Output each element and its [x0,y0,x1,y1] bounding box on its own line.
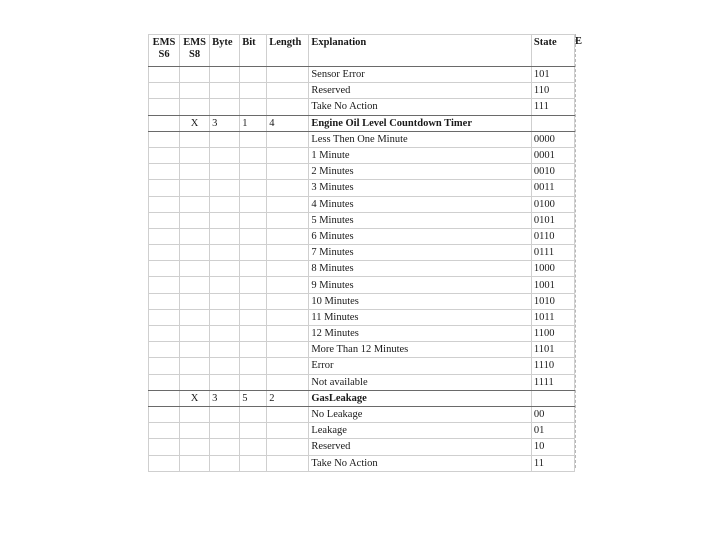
cell-ems-s8 [180,196,210,212]
cell-ems-s8 [180,374,210,390]
cell-state: 0011 [531,180,574,196]
cell-ems-s8 [180,83,210,99]
cell-ems-s6 [149,455,180,471]
cell-bit [240,196,267,212]
table-row [149,99,575,115]
cell-bit [240,245,267,261]
cell-explanation: GasLeakage [309,390,532,406]
cell-byte [210,147,240,163]
cell-ems-s6 [149,147,180,163]
cell-length [267,212,309,228]
cell-bit [240,358,267,374]
cell-ems-s6 [149,374,180,390]
cell-state: 1111 [531,374,574,390]
header-length: Length [267,35,309,67]
cell-byte [210,439,240,455]
cell-length [267,406,309,422]
cell-byte [210,83,240,99]
cell-ems-s6 [149,439,180,455]
cell-length [267,277,309,293]
cell-ems-s8 [180,423,210,439]
table-row [149,293,575,309]
cell-bit [240,293,267,309]
cell-explanation: 3 Minutes [309,180,532,196]
cell-explanation: 4 Minutes [309,196,532,212]
cell-length [267,99,309,115]
cell-state: 110 [531,83,574,99]
cell-bit [240,83,267,99]
cell-byte [210,99,240,115]
cell-state: 1011 [531,309,574,325]
cell-ems-s6 [149,99,180,115]
header-byte: Byte [210,35,240,67]
cell-explanation: 6 Minutes [309,228,532,244]
cell-ems-s8 [180,228,210,244]
table-row [149,423,575,439]
table-row [149,83,575,99]
cell-ems-s6 [149,261,180,277]
cell-explanation: 9 Minutes [309,277,532,293]
table-row [149,245,575,261]
cell-length [267,147,309,163]
cell-length [267,245,309,261]
cell-length [267,196,309,212]
cell-length [267,293,309,309]
cell-length [267,228,309,244]
cell-bit [240,131,267,147]
table-row [149,147,575,163]
cell-byte: 3 [210,390,240,406]
table-row [149,326,575,342]
cell-state: 0010 [531,164,574,180]
table-row [149,309,575,325]
cell-bit [240,439,267,455]
spec-table-container [148,34,575,472]
cell-ems-s8 [180,342,210,358]
cell-bit: 5 [240,390,267,406]
cell-ems-s6 [149,390,180,406]
cell-explanation: 8 Minutes [309,261,532,277]
cell-state: 0111 [531,245,574,261]
table-row [149,228,575,244]
table-row [149,212,575,228]
cell-ems-s6 [149,164,180,180]
cell-bit [240,277,267,293]
cell-ems-s6 [149,115,180,131]
cell-ems-s8 [180,309,210,325]
cell-byte [210,131,240,147]
cell-state: 0101 [531,212,574,228]
cell-length [267,131,309,147]
cell-byte [210,196,240,212]
cell-ems-s8 [180,406,210,422]
cell-byte [210,326,240,342]
cell-ems-s6 [149,309,180,325]
header-state: State [531,35,574,67]
cell-state: 1010 [531,293,574,309]
cell-bit [240,374,267,390]
cell-bit [240,228,267,244]
cell-state [531,115,574,131]
cell-bit [240,309,267,325]
cell-byte [210,342,240,358]
cell-ems-s6 [149,245,180,261]
cell-ems-s6 [149,228,180,244]
cell-byte [210,358,240,374]
cell-byte [210,374,240,390]
cell-ems-s8 [180,293,210,309]
cell-explanation: Reserved [309,83,532,99]
cell-bit [240,342,267,358]
section-row [149,390,575,406]
cell-ems-s6 [149,83,180,99]
table-row [149,180,575,196]
cut-off-column [575,34,589,468]
cell-explanation: Take No Action [309,99,532,115]
cell-bit [240,180,267,196]
cell-ems-s8 [180,245,210,261]
cell-ems-s6 [149,358,180,374]
table-row [149,358,575,374]
cell-length [267,439,309,455]
table-row [149,455,575,471]
cell-byte [210,212,240,228]
cell-ems-s6 [149,342,180,358]
header-cut-column: E [575,36,583,47]
cell-length: 2 [267,390,309,406]
cell-explanation: 10 Minutes [309,293,532,309]
cell-length: 4 [267,115,309,131]
cell-state: 0110 [531,228,574,244]
cell-byte [210,455,240,471]
table-row [149,67,575,83]
cell-bit [240,423,267,439]
cell-ems-s8 [180,131,210,147]
cell-state: 101 [531,67,574,83]
cell-ems-s6 [149,131,180,147]
cell-ems-s6 [149,212,180,228]
cell-length [267,358,309,374]
cell-state: 111 [531,99,574,115]
cell-explanation: Take No Action [309,455,532,471]
cell-state: 1001 [531,277,574,293]
cell-explanation: 12 Minutes [309,326,532,342]
cell-state: 11 [531,455,574,471]
cell-explanation: Engine Oil Level Countdown Timer [309,115,532,131]
cell-state: 1000 [531,261,574,277]
cell-ems-s6 [149,180,180,196]
cell-byte [210,67,240,83]
cell-bit [240,67,267,83]
cell-ems-s6 [149,196,180,212]
cell-state: 1110 [531,358,574,374]
cell-bit [240,147,267,163]
cell-ems-s6 [149,406,180,422]
table-row [149,277,575,293]
cell-state: 0000 [531,131,574,147]
table-row [149,261,575,277]
cell-ems-s8 [180,261,210,277]
column-divider [575,34,577,468]
cell-length [267,261,309,277]
cell-bit [240,455,267,471]
cell-byte: 3 [210,115,240,131]
cell-length [267,423,309,439]
cell-explanation: 1 Minute [309,147,532,163]
cell-explanation: Less Then One Minute [309,131,532,147]
cell-explanation: Reserved [309,439,532,455]
cell-byte [210,180,240,196]
section-row [149,115,575,131]
cell-ems-s8 [180,99,210,115]
cell-state: 1101 [531,342,574,358]
cell-ems-s6 [149,326,180,342]
header-ems-s6: EMS S6 [149,35,180,67]
signal-spec-table [148,34,575,472]
cell-explanation: Error [309,358,532,374]
table-body [149,67,575,472]
cell-ems-s8 [180,67,210,83]
cell-ems-s8 [180,147,210,163]
cell-ems-s8 [180,439,210,455]
header-ems-s8: EMS S8 [180,35,210,67]
cell-bit [240,164,267,180]
cell-state [531,390,574,406]
cell-length [267,164,309,180]
cell-length [267,374,309,390]
cell-ems-s8: X [180,115,210,131]
cell-byte [210,309,240,325]
table-row [149,342,575,358]
cell-explanation: No Leakage [309,406,532,422]
cell-bit: 1 [240,115,267,131]
cell-explanation: 7 Minutes [309,245,532,261]
cell-ems-s6 [149,423,180,439]
cell-ems-s8 [180,164,210,180]
cell-length [267,342,309,358]
cell-ems-s8 [180,212,210,228]
cell-ems-s8: X [180,390,210,406]
cell-byte [210,293,240,309]
cell-bit [240,261,267,277]
cell-explanation: Sensor Error [309,67,532,83]
cell-explanation: Not available [309,374,532,390]
cell-ems-s8 [180,277,210,293]
header-row [149,35,575,67]
cell-ems-s6 [149,277,180,293]
cell-bit [240,212,267,228]
cell-explanation: Leakage [309,423,532,439]
cell-length [267,326,309,342]
cell-ems-s6 [149,293,180,309]
table-row [149,196,575,212]
cell-byte [210,277,240,293]
cell-explanation: 2 Minutes [309,164,532,180]
cell-byte [210,261,240,277]
cell-length [267,67,309,83]
table-row [149,406,575,422]
cell-explanation: 11 Minutes [309,309,532,325]
table-row [149,164,575,180]
cell-explanation: 5 Minutes [309,212,532,228]
table-row [149,439,575,455]
cell-state: 0001 [531,147,574,163]
cell-length [267,309,309,325]
cell-ems-s8 [180,358,210,374]
table-row [149,374,575,390]
cell-length [267,83,309,99]
cell-state: 10 [531,439,574,455]
cell-length [267,180,309,196]
cell-ems-s8 [180,180,210,196]
cell-ems-s8 [180,326,210,342]
cell-state: 1100 [531,326,574,342]
cell-explanation: More Than 12 Minutes [309,342,532,358]
cell-state: 0100 [531,196,574,212]
cell-byte [210,228,240,244]
cell-ems-s8 [180,455,210,471]
header-bit: Bit [240,35,267,67]
cell-byte [210,164,240,180]
cell-state: 01 [531,423,574,439]
cell-length [267,455,309,471]
table-row [149,131,575,147]
cell-bit [240,99,267,115]
cell-byte [210,423,240,439]
cell-byte [210,245,240,261]
cell-bit [240,326,267,342]
cell-state: 00 [531,406,574,422]
header-explanation: Explanation [309,35,532,67]
cell-ems-s6 [149,67,180,83]
cell-bit [240,406,267,422]
cell-byte [210,406,240,422]
